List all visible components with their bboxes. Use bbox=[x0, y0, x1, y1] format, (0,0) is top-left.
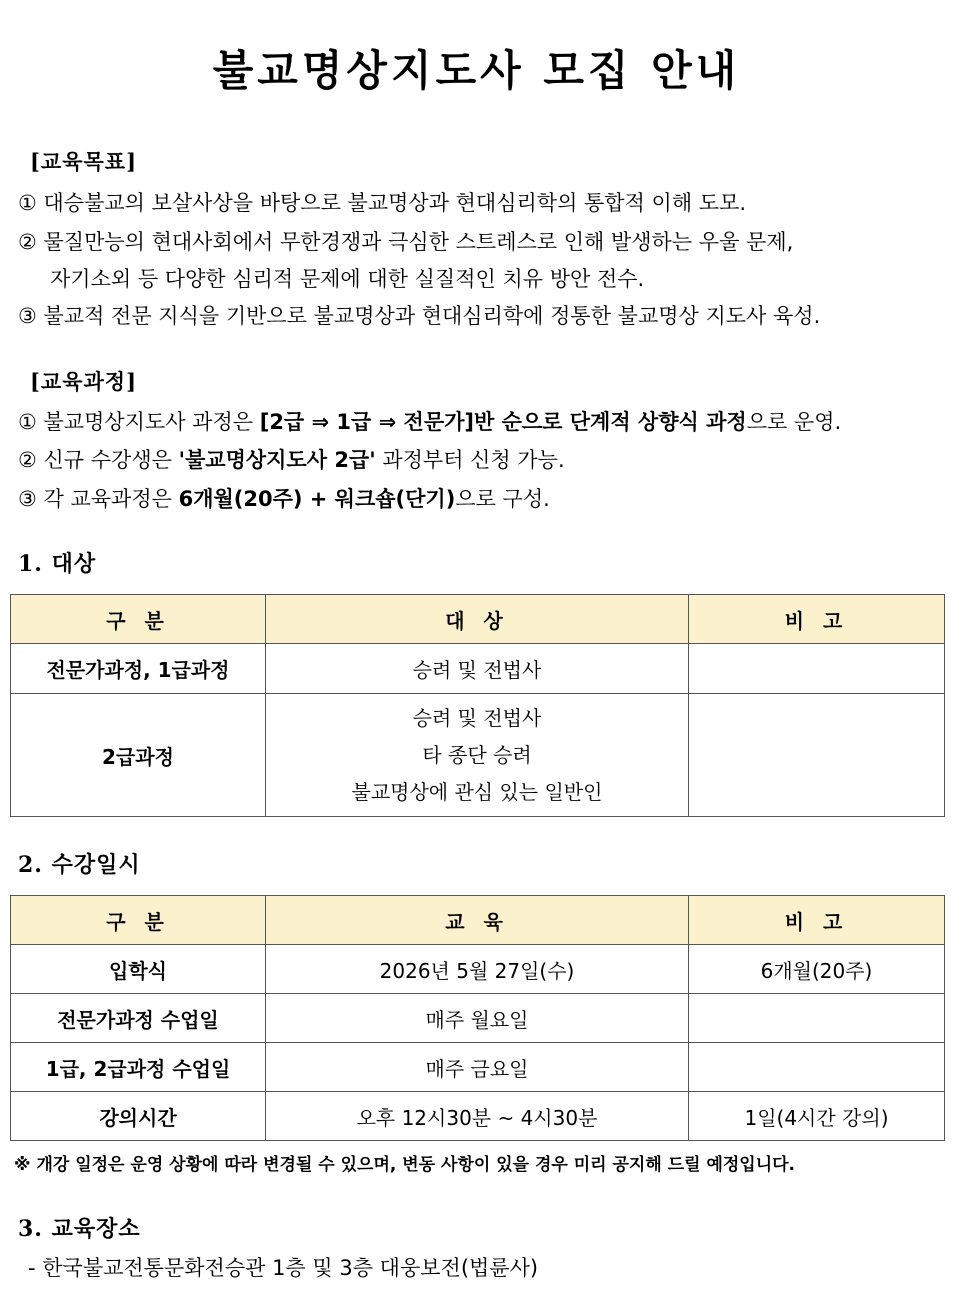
table-row bbox=[11, 1092, 945, 1141]
course-heading: [교육과정] bbox=[30, 369, 138, 394]
row-target bbox=[266, 694, 689, 817]
table-row bbox=[11, 644, 945, 694]
course-item-1-post: 으로 운영. bbox=[746, 410, 842, 434]
header-education: 교 육 bbox=[266, 896, 689, 945]
course-item-1-bold: [2급 ⇒ 1급 ⇒ 전문가]반 순으로 단계적 상향식 과정 bbox=[259, 410, 747, 434]
goal-item-3: ③ 불교적 전문 지식을 기반으로 불교명상과 현대심리학에 정통한 불교명상 지도사 육성. bbox=[18, 304, 821, 328]
location-item: - 한국불교전통문화전승관 1층 및 3층 대웅보전(법륜사) bbox=[28, 1256, 539, 1280]
row-category: 강의시간 bbox=[11, 1092, 266, 1141]
row-target: 승려 및 전법사 bbox=[266, 644, 689, 694]
course-item-2 bbox=[18, 444, 565, 474]
course-item-2-post: 과정부터 신청 가능. bbox=[375, 448, 565, 472]
row-category: 2급과정 bbox=[11, 694, 266, 817]
page-title: 불교명상지도사 모집 안내 bbox=[212, 46, 741, 95]
row-detail: 오후 12시30분 ~ 4시30분 bbox=[266, 1092, 689, 1141]
course-item-3-bold: 6개월(20주) + 워크숍(단기) bbox=[178, 487, 456, 511]
goals-heading: [교육목표] bbox=[30, 149, 138, 174]
table-row bbox=[11, 945, 945, 994]
row-note: 6개월(20주) bbox=[689, 945, 945, 994]
row-note bbox=[689, 1043, 945, 1092]
row-note bbox=[689, 994, 945, 1043]
table-row bbox=[11, 994, 945, 1043]
course-item-3 bbox=[18, 483, 550, 513]
section-2-heading: 2. 수강일시 bbox=[18, 852, 141, 878]
goal-item-1: ① 대승불교의 보살사상을 바탕으로 불교명상과 현대심리학의 통합적 이해 도모. bbox=[18, 191, 747, 215]
course-item-3-post: 으로 구성. bbox=[455, 487, 550, 511]
course-item-1-pre: ① 불교명상지도사 과정은 bbox=[18, 410, 260, 434]
header-category: 구 분 bbox=[11, 595, 266, 644]
schedule-table bbox=[10, 895, 945, 1141]
course-item-1 bbox=[18, 406, 841, 436]
table-header-row bbox=[11, 595, 945, 644]
table-row bbox=[11, 694, 945, 817]
course-item-2-bold: '불교명상지도사 2급' bbox=[178, 448, 376, 472]
row-note bbox=[689, 694, 945, 817]
target-line: 불교명상에 관심 있는 일반인 bbox=[351, 779, 603, 804]
course-item-3-pre: ③ 각 교육과정은 bbox=[18, 487, 179, 511]
row-detail: 2026년 5월 27일(수) bbox=[266, 945, 689, 994]
table-row bbox=[11, 1043, 945, 1092]
section-1-heading: 1. 대상 bbox=[18, 551, 97, 577]
header-note: 비 고 bbox=[689, 896, 945, 945]
table-header-row bbox=[11, 896, 945, 945]
course-item-2-pre: ② 신규 수강생은 bbox=[18, 448, 179, 472]
header-note: 비 고 bbox=[689, 595, 945, 644]
schedule-footnote: ※ 개강 일정은 운영 상황에 따라 변경될 수 있으며, 변동 사항이 있을 경우 미리 공지해 드릴 예정입니다. bbox=[14, 1155, 796, 1175]
row-note: 1일(4시간 강의) bbox=[689, 1092, 945, 1141]
row-category: 전문가과정 수업일 bbox=[11, 994, 266, 1043]
target-line: 승려 및 전법사 bbox=[412, 705, 542, 730]
goal-item-2-continued: 자기소외 등 다양한 심리적 문제에 대한 실질적인 치유 방안 전수. bbox=[50, 267, 645, 291]
row-category: 전문가과정, 1급과정 bbox=[11, 644, 266, 694]
target-line: 타 종단 승려 bbox=[422, 742, 532, 767]
header-target: 대 상 bbox=[266, 595, 689, 644]
row-category: 입학식 bbox=[11, 945, 266, 994]
header-category: 구 분 bbox=[11, 896, 266, 945]
row-detail: 매주 월요일 bbox=[266, 994, 689, 1043]
row-detail: 매주 금요일 bbox=[266, 1043, 689, 1092]
row-note bbox=[689, 644, 945, 694]
target-table bbox=[10, 594, 945, 817]
goal-item-2: ② 물질만능의 현대사회에서 무한경쟁과 극심한 스트레스로 인해 발생하는 우울 문제, bbox=[18, 230, 794, 254]
section-3-heading: 3. 교육장소 bbox=[18, 1216, 141, 1242]
row-category: 1급, 2급과정 수업일 bbox=[11, 1043, 266, 1092]
